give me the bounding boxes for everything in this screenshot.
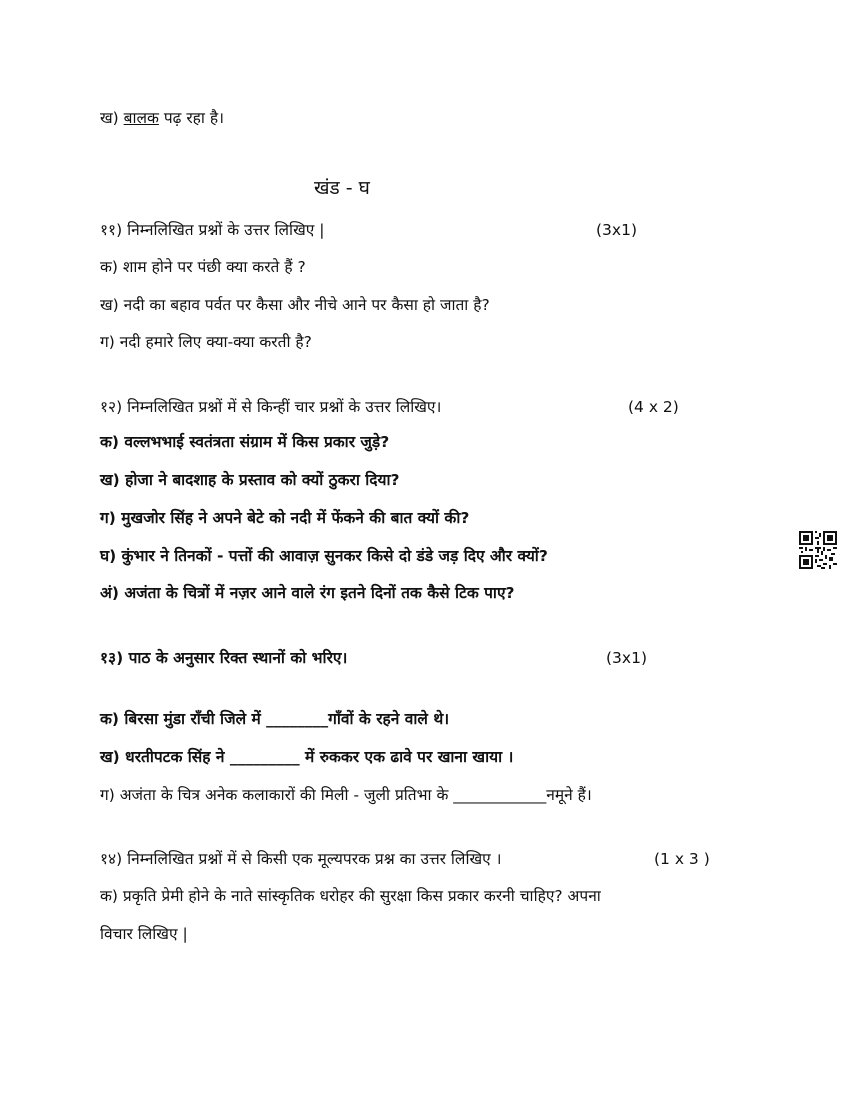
previous-question-suffix: पढ़ रहा है।	[158, 109, 224, 127]
question-13-marks: (3x1)	[606, 649, 647, 667]
section-heading: खंड - घ	[314, 177, 370, 199]
question-11-marks: (3x1)	[596, 221, 637, 239]
underlined-word: बालक	[123, 109, 159, 127]
question-12-item: ख) होजा ने बादशाह के प्रस्ताव को क्यों ठुकरा दिया?	[100, 471, 400, 489]
question-13-item: क) बिरसा मुंडा राँची जिले में ________गाँवों के रहने वाले थे।	[100, 710, 450, 728]
question-14-item: विचार लिखिए |	[100, 925, 188, 943]
question-12-text: १२) निम्नलिखित प्रश्नों में से किन्हीं चार प्रश्नों के उत्तर लिखिए।	[100, 398, 442, 416]
previous-question-line	[100, 107, 224, 129]
question-14-text: १४) निम्नलिखित प्रश्नों में से किसी एक मूल्यपरक प्रश्न का उत्तर लिखिए ।	[100, 850, 502, 868]
question-14-item: क) प्रकृति प्रेमी होने के नाते सांस्कृतिक धरोहर की सुरक्षा किस प्रकार करनी चाहिए? अपना	[100, 887, 601, 905]
question-12-item: ग) मुखजोर सिंह ने अपने बेटे को नदी में फेंकने की बात क्यों की?	[100, 509, 470, 527]
question-12-item: क) वल्लभभाई स्वतंत्रता संग्राम में किस प्रकार जुड़े?	[100, 433, 390, 451]
previous-question-prefix: ख)	[100, 109, 124, 127]
question-12-item: अं) अजंता के चित्रों में नज़र आने वाले रंग इतने दिनों तक कैसे टिक पाए?	[100, 584, 515, 602]
question-13-item: ग) अजंता के चित्र अनेक कलाकारों की मिली - जुली प्रतिभा के ____________नमूने हैं।	[100, 786, 592, 804]
question-13-text: १३) पाठ के अनुसार रिक्त स्थानों को भरिए।	[100, 649, 348, 667]
question-11-text: ११) निम्नलिखित प्रश्नों के उत्तर लिखिए |	[100, 221, 325, 239]
question-13-item: ख) धरतीपटक सिंह ने _________ में रुककर एक ढावे पर खाना खाया ।	[100, 748, 514, 766]
question-12-item: घ) कुंभार ने तिनकों - पत्तों की आवाज़ सुनकर किसे दो डंडे जड़ दिए और क्यों?	[100, 547, 548, 565]
question-11-item: ख) नदी का बहाव पर्वत पर कैसा और नीचे आने पर कैसा हो जाता है?	[100, 296, 490, 314]
question-14-marks: (1 x 3 )	[654, 850, 710, 868]
qr-code-icon	[799, 531, 837, 569]
question-11-item: क) शाम होने पर पंछी क्या करते हैं ?	[100, 258, 306, 276]
question-11-item: ग) नदी हमारे लिए क्या-क्या करती है?	[100, 333, 312, 351]
question-12-marks: (4 x 2)	[628, 398, 679, 416]
